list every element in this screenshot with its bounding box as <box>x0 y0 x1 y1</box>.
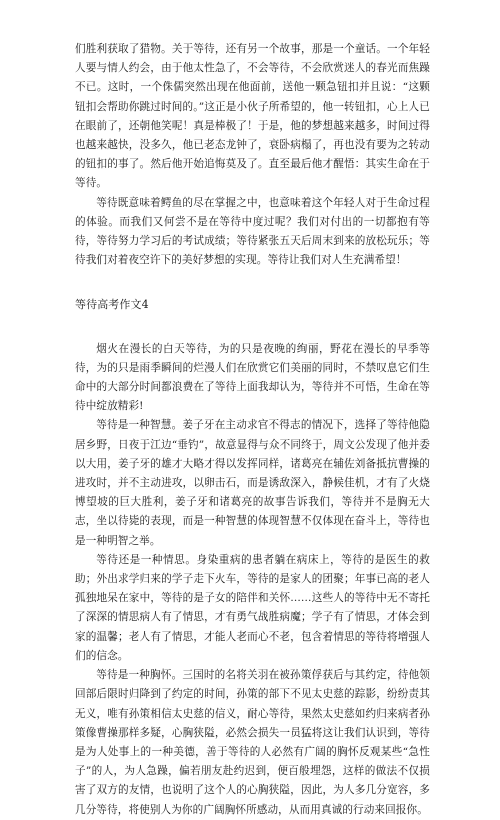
section-title: 等待高考作文4 <box>75 298 149 312</box>
paragraph-3: 烟火在漫长的白天等待，为的只是夜晚的绚丽，野花在漫长的早季等待，为的只是雨季瞬间的烂漫人们在欣赏它们美丽的同时，不禁叹息它们生命中的大部分时间都浪费在了等待上面我却认为，等待并不可悟，生命在等待中绽放精彩! <box>75 342 430 413</box>
paragraph-2: 等待既意味着鳄鱼的尽在掌握之中，也意味着这个年轻人对于生命过程的体验。而我们又何尝不是在等待中度过呢？我们对付出的一切都抱有等待，等待努力学习后的考试成绩；等待紧张五天后周末到来的放松玩乐；等待我们对着夜空许下的美好梦想的实现。等待让我们对人生充满希望！ <box>75 196 430 267</box>
essay-body <box>75 40 430 820</box>
paragraph-4: 等待是一种智慧。姜子牙在主动求官不得志的情况下，选择了等待他隐居乡野，日夜于江边“垂钓”，故意显得与众不同终于，周文公发现了他并委以大用，姜子牙的雄才大略才得以发挥同样，诸葛亮在辅佐刘备抵抗曹操的进攻时，并不主动进攻，以卵击石，而是诱敌深入，静候佳机，才有了火烧博望坡的巨大胜利，姜子牙和诸葛亮的故事告诉我们，等待并不是胸无大志，坐以待毙的表现，而是一种智慧的体现智慧不仅体现在奋斗上，等待也是一种明智之举。 <box>75 419 430 547</box>
intro-paragraph: 们胜利获取了猎物。关于等待，还有另一个故事，那是一个童话。一个年轻人要与情人约会，由于他太性急了，不会等待，不会欣赏迷人的春光而焦躁不已。这时，一个侏儒突然出现在他面前，送他一颗急钮扣并且说：“这颗钮扣会帮助你跳过时间的。”这正是小伙子所希望的，他一转钮扣，心上人已在眼前了，还朝他笑呢！真是棒极了！于是，他的梦想越来越多，时间过得也越来越快，没多久，他已老态龙钟了，衰卧病榻了，再也没有要为之转动的钮扣的事了。然后他开始追悔莫及了。直至最后他才醒悟：其实生命在于等待。 <box>75 43 430 190</box>
paragraph-6: 等待是一种胸怀。三国时的名将关羽在被孙策俘获后与其约定，待他领回部后限时归降到了约定的时间，孙策的部下不见太史慈的踪影，纷纷责其无义，唯有孙策相信太史慈的信义，耐心等待，果然太史慈如约归来病者孙策像曹操那样多疑，心胸狭隘，必然会损失一员猛将这让我们认识到，等待是为人处事上的一种美德，善于等待的人必然有广阔的胸怀反观某些“急性子”的人，为人急躁，偏若朋友赴约迟到，便百般埋怨，这样的做法不仅损害了双方的友情，也说明了这个人的心胸狭隘，因此，为人多几分宽容，多几分等待，将使别人为你的广阔胸怀所感动，从而用真诚的行动来回报你。 <box>75 669 430 816</box>
paragraph-5: 等待还是一种情思。身染重病的患者躺在病床上，等待的是医生的救助；外出求学归来的学子走下火车，等待的是家人的团聚；年事已高的老人孤独地呆在家中，等待的是子女的陪伴和关怀……这些人的等待中无不寄托了深深的情思病人有了情思，才有勇气战胜病魔；学子有了情思，才体会到家的温馨；老人有了情思，才能人老而心不老，包含着情思的等待将增强人们的信念。 <box>75 553 430 662</box>
